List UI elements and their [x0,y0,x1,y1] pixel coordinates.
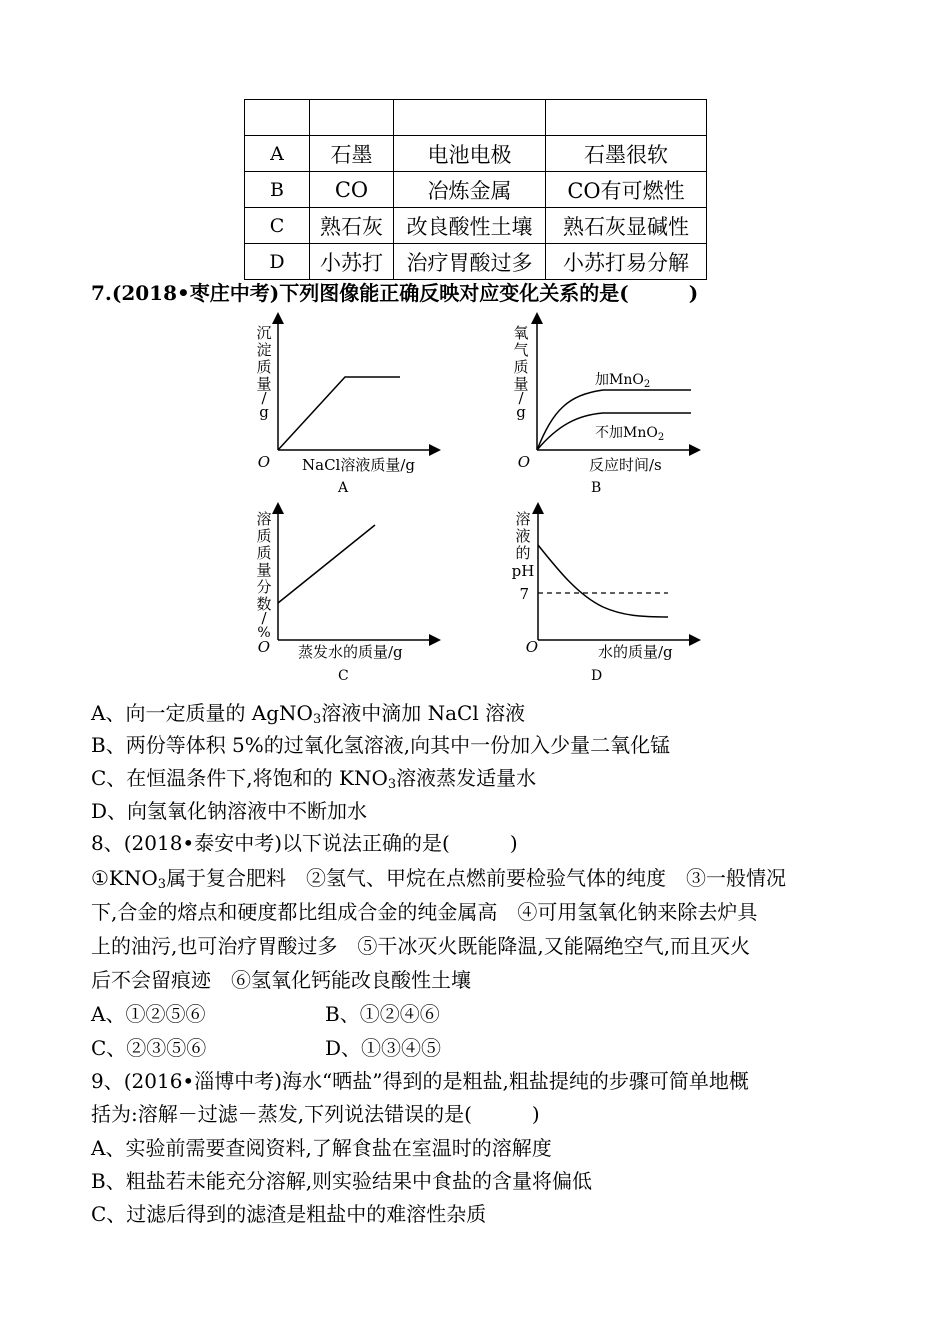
graph-c-svg [250,500,450,690]
table-cell: 治疗胃酸过多 [394,244,546,280]
table-cell: D [245,244,310,280]
q9-option-a: A、实验前需要查阅资料,了解食盐在室温时的溶解度 [91,1136,552,1160]
q8-stem: 8、(2018•泰安中考)以下说法正确的是( ) [91,831,518,855]
y-label-char: / [261,389,267,407]
series-line [278,377,400,450]
y-label-char: 质 [256,527,272,545]
curve-with-mno2 [537,390,691,450]
y-label-char: 溶 [256,510,272,528]
q8-body-sub: 3 [157,877,167,892]
q7-option-c-text-1: C、在恒温条件下,将饱和的 KNO [91,766,388,790]
q7-option-a-text-2: 溶液中滴加 NaCl 溶液 [321,701,526,725]
y-label-char: 液 [515,527,531,545]
y-label-char: 分 [256,578,272,596]
graph-caption: D [591,668,603,684]
graph-c [250,500,450,690]
q8-option-d: D、①③④⑤ [325,1036,442,1060]
table-cell: C [245,208,310,244]
table-cell: 石墨很软 [546,136,707,172]
table-cell: 电池电极 [394,136,546,172]
q9-stem-line-1: 9、(2016•淄博中考)海水“晒盐”得到的是粗盐,粗盐提纯的步骤可简单地概 [91,1069,749,1093]
q8-body-line-4: 后不会留痕迹 ⑥氢氧化钙能改良酸性土壤 [91,968,471,992]
graph-d [503,500,703,690]
curve-label-without-mno2 [595,425,664,443]
origin-label: O [517,453,530,471]
y-label-char: 气 [513,341,529,359]
y-label-char: % [257,625,271,641]
y-label-char: pH [511,562,535,580]
curve-label-sub: 2 [657,432,665,443]
q7-option-a-sub: 3 [312,712,322,727]
table-cell: 石墨 [310,136,394,172]
y-label-char: g [516,403,526,421]
graph-caption: B [591,480,602,496]
x-axis-label: NaCl溶液质量/g [302,456,415,474]
q7-option-a [91,700,525,726]
series-line [278,525,375,603]
y-label-char: g [259,403,269,421]
table-cell: 小苏打 [310,244,394,280]
y-label-char: 氧 [513,324,529,342]
q8-body-text-1b: 属于复合肥料 ②氢气、甲烷在点燃前要检验气体的纯度 ③一般情况 [166,866,787,890]
table-cell: 改良酸性土壤 [394,208,546,244]
table-row [245,208,707,244]
curve-label-text: 不加MnO [595,425,658,441]
graph-d-svg [503,500,703,690]
y-label-char: 的 [515,544,531,562]
q7-option-c [91,765,536,791]
q8-option-c: C、②③⑤⑥ [91,1036,207,1060]
q7-option-b: B、两份等体积 5%的过氧化氢溶液,向其中一份加入少量二氧化锰 [91,733,671,757]
q8-body-line-3: 上的油污,也可治疗胃酸过多 ⑤干冰灭火既能降温,又能隔绝空气,而且灭火 [91,934,751,958]
q7-option-c-text-2: 溶液蒸发适量水 [396,766,537,790]
graph-b [503,310,703,500]
y-label-char: 质 [256,544,272,562]
q8-body-text-1a: ①KNO [91,866,158,890]
origin-label: O [257,638,270,656]
table-cell: CO [310,172,394,208]
y-label-char: 淀 [256,341,272,359]
options-table [244,99,707,280]
origin-label: O [525,638,538,656]
graph-b-svg [503,310,703,500]
tick-7-label: 7 [519,585,529,603]
y-label-char: 质 [256,358,272,376]
table-cell [546,100,707,136]
q9-stem-line-2: 括为:溶解－过滤－蒸发,下列说法错误的是( ) [91,1102,540,1126]
table-cell [245,100,310,136]
q7-option-c-sub: 3 [387,777,397,792]
table-cell [394,100,546,136]
table-cell: 熟石灰 [310,208,394,244]
y-label-char: 质 [513,358,529,376]
table-cell: 小苏打易分解 [546,244,707,280]
table-cell [310,100,394,136]
y-label-char: 数 [256,595,272,613]
graph-caption: C [338,668,349,684]
q8-option-a: A、①②⑤⑥ [91,1002,206,1026]
table-cell: 熟石灰显碱性 [546,208,707,244]
table-cell: A [245,136,310,172]
q8-body-line-1 [91,865,786,891]
q8-option-b: B、①②④⑥ [325,1002,440,1026]
q7-stem: 7.(2018•枣庄中考)下列图像能正确反映对应变化关系的是( ) [91,281,699,305]
y-label-char: 沉 [256,324,272,342]
table-row [245,136,707,172]
q8-body-line-2: 下,合金的熔点和硬度都比组成合金的纯金属高 ④可用氢氧化钠来除去炉具 [91,900,758,924]
table-cell: CO有可燃性 [546,172,707,208]
curve-label-sub: 2 [643,379,651,390]
table-cell: 冶炼金属 [394,172,546,208]
x-axis-label: 反应时间/s [589,456,662,474]
x-axis-label: 水的质量/g [598,643,673,661]
y-label-char: / [261,609,267,627]
y-label-char: / [518,389,524,407]
table-row [245,172,707,208]
graph-a [250,310,450,500]
curve-label-with-mno2 [595,372,650,390]
x-axis-label: 蒸发水的质量/g [298,643,403,661]
y-label-char: 溶 [515,510,531,528]
y-label-char: 量 [256,375,272,393]
q9-option-c: C、过滤后得到的滤渣是粗盐中的难溶性杂质 [91,1202,487,1226]
origin-label: O [257,453,270,471]
y-label-char: 量 [513,375,529,393]
ph-curve [538,545,668,617]
graph-caption: A [338,480,349,496]
q9-option-b: B、粗盐若未能充分溶解,则实验结果中食盐的含量将偏低 [91,1169,593,1193]
q7-option-d: D、向氢氧化钠溶液中不断加水 [91,799,368,823]
y-label-char: 量 [256,561,272,579]
table-cell: B [245,172,310,208]
q7-option-a-text-1: A、向一定质量的 AgNO [91,701,313,725]
graph-a-svg [250,310,450,500]
curve-label-text: 加MnO [595,372,644,388]
table-row [245,100,707,136]
table-row [245,244,707,280]
